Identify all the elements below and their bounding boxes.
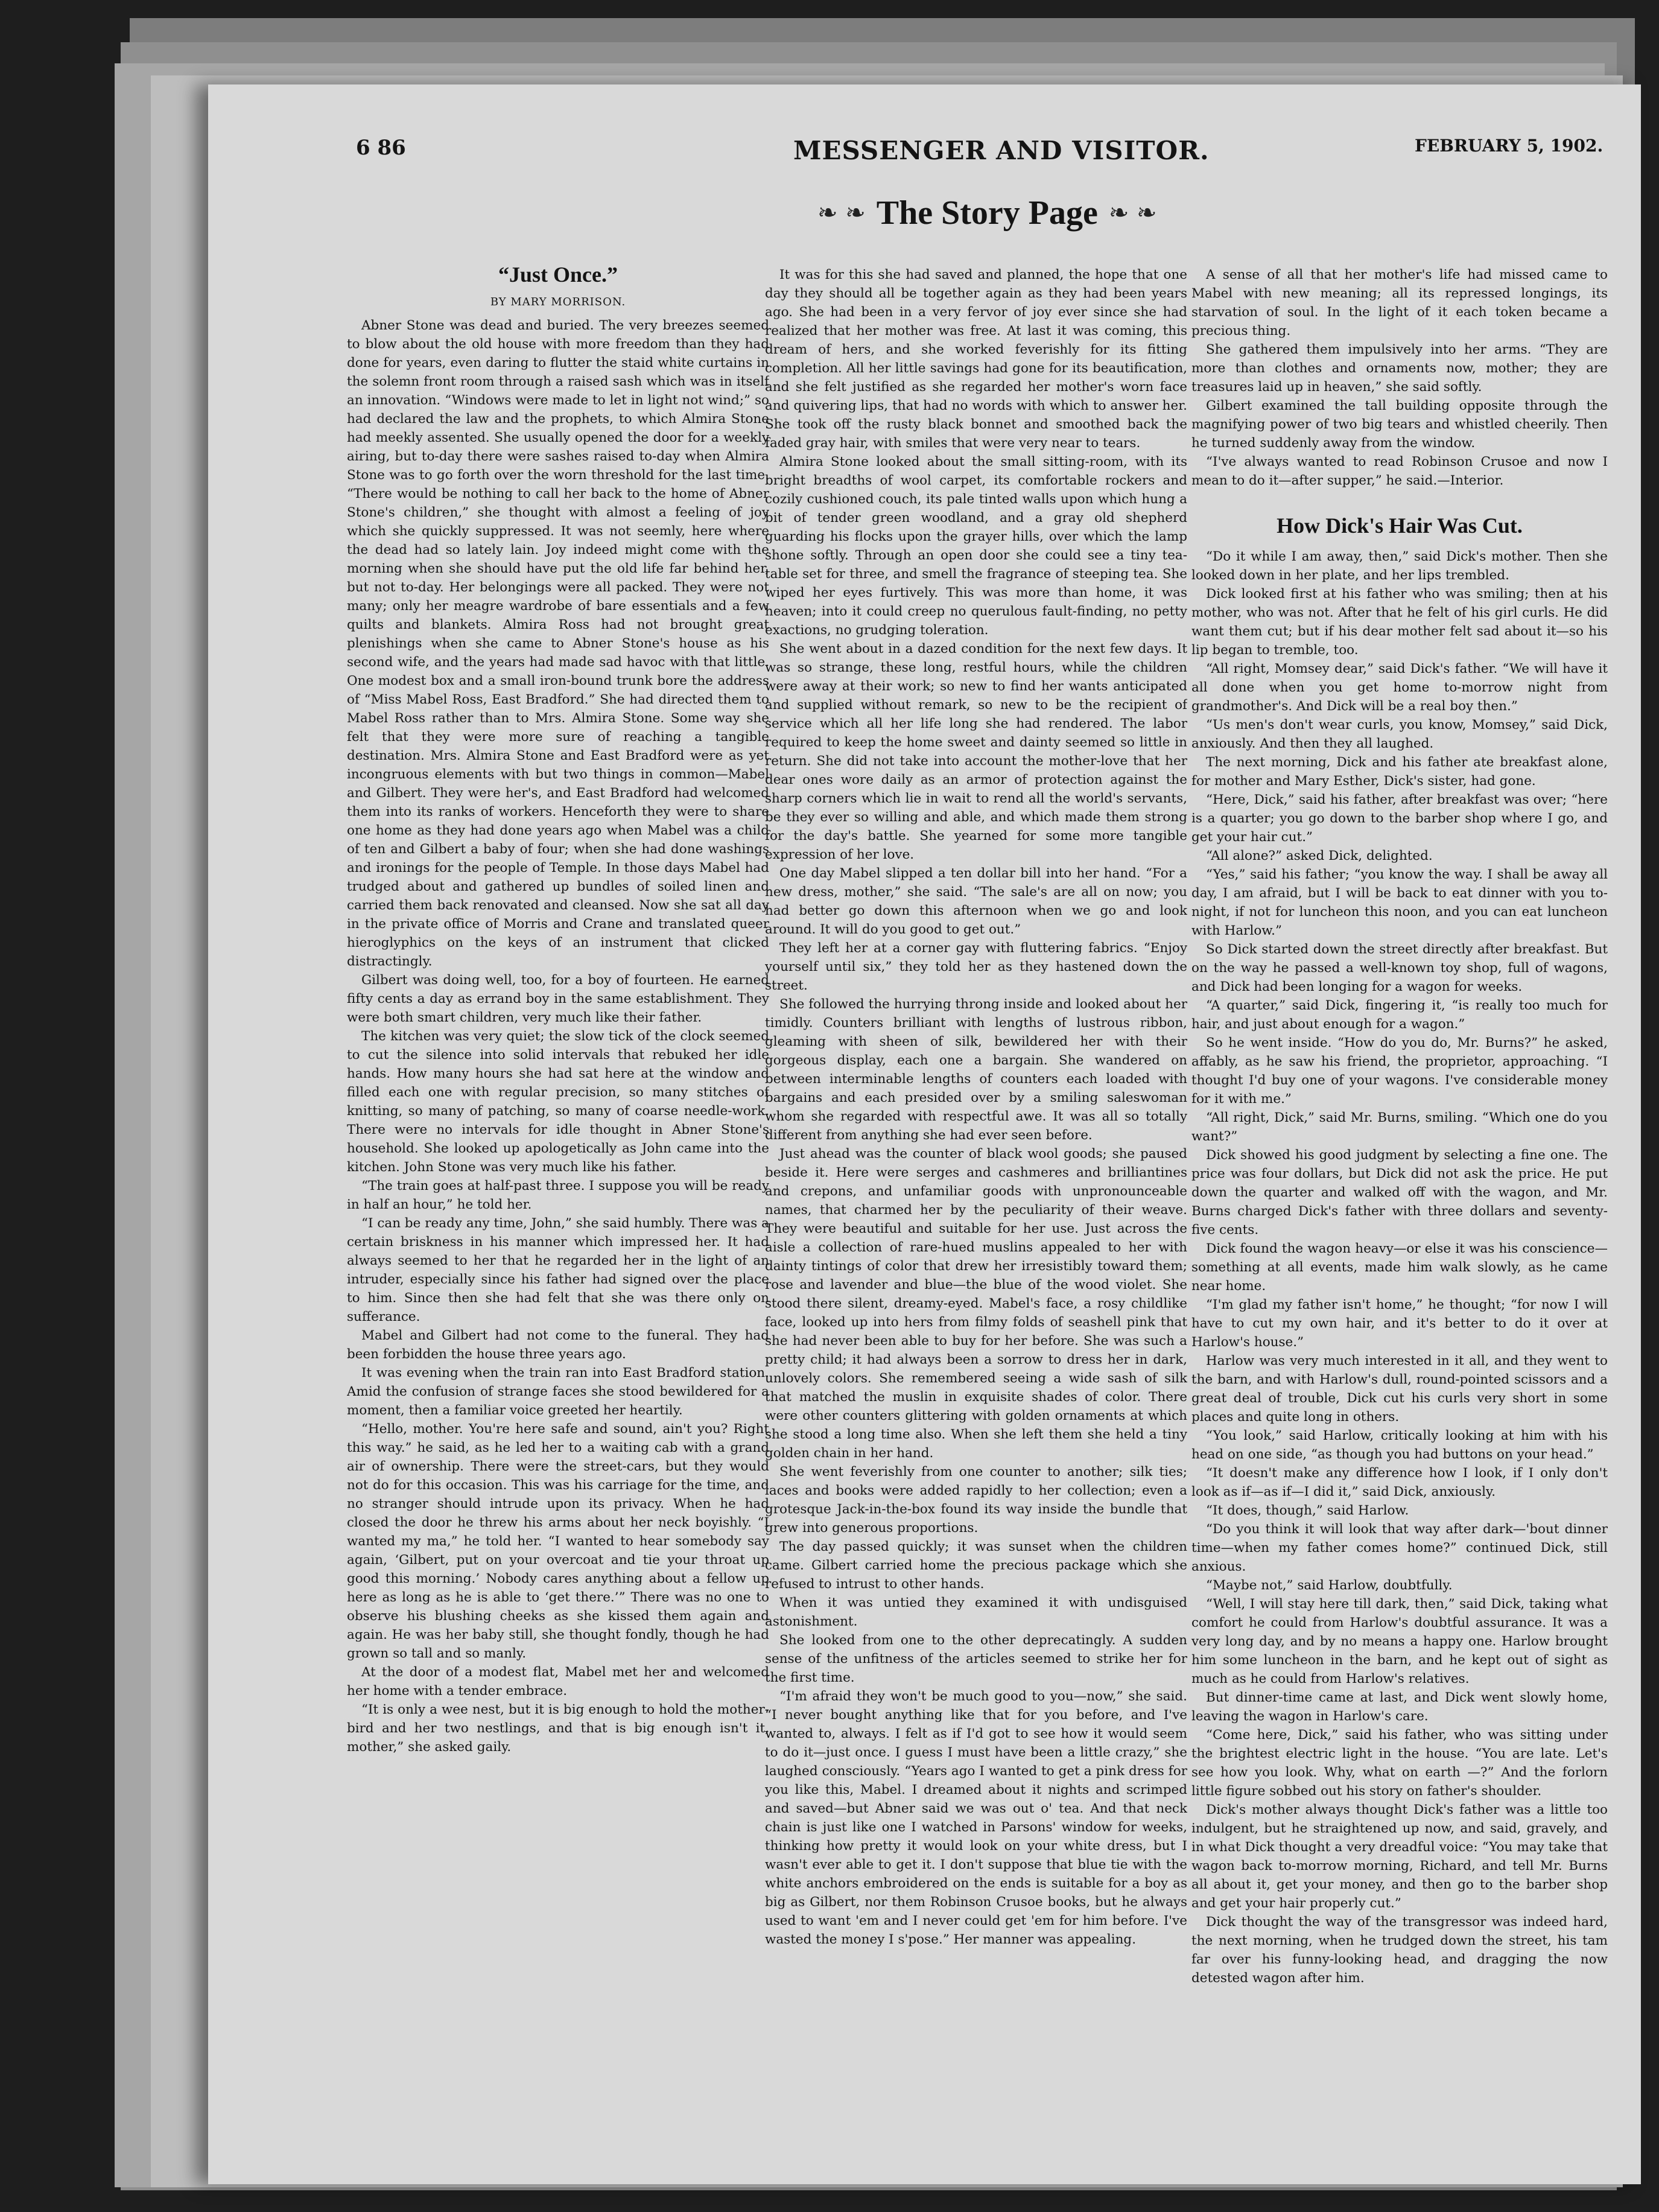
article-byline: BY MARY MORRISON. bbox=[490, 296, 626, 308]
paragraph: Gilbert was doing well, too, for a boy of fourteen. He earned fifty cents a day as errand boy in the same establishment. They were both smart children, very much like their father. bbox=[347, 973, 769, 1025]
paragraph: Mabel and Gilbert had not come to the funeral. They had been forbidden the house three years ago. bbox=[347, 1328, 769, 1362]
paragraph: “I can be ready any time, John,” she said humbly. There was a certain briskness in his manner which impressed her. It had always seemed to her that he regarded her in the light of an intruder, especially since his father had signed over the place to him. Since then she had felt that she was there only on sufferance. bbox=[347, 1216, 769, 1324]
paragraph: A sense of all that her mother's life had missed came to Mabel with new meaning; all its repressed longings, its starvation of soul. In the light of it each token became a precious thing. bbox=[1191, 267, 1608, 338]
paragraph: But dinner-time came at last, and Dick went slowly home, leaving the wagon in Harlow's care. bbox=[1191, 1690, 1608, 1724]
issue-date: FEBRUARY 5, 1902. bbox=[1415, 136, 1603, 156]
article-title: How Dick's Hair Was Cut. bbox=[1277, 513, 1523, 538]
column-2 bbox=[765, 265, 1187, 2112]
paragraph: “Come here, Dick,” said his father, who was sitting under the brightest electric light in the house. “You are late. Let's see how you look. Why, what on earth —?” And the forlorn little figure sobbed out his story on father's shoulder. bbox=[1191, 1727, 1608, 1799]
paragraph: “It does, though,” said Harlow. bbox=[1206, 1503, 1409, 1518]
paragraph: “Well, I will stay here till dark, then,” said Dick, taking what comfort he could from Harlow's doubtful assurance. It was a very long day, and by no means a happy one. Harlow brought him some luncheon in the barn, and he kept out of sight as much as he could from Harlow's relatives. bbox=[1191, 1597, 1608, 1686]
paragraph: It was for this she had saved and planned, the hope that one day they should all be together again as they had been years ago. She had been in a very fervor of joy ever since she had realized that her mother was free. At last it was coming, this dream of hers, and she worked feverishly for its fitting completion. All her little savings had gone for its beautification, and she felt justified as she regarded her mother's worn face and quivering lips, that had no words with which to answer her. She took off the rusty black bonnet and smoothed back the faded gray hair, with smiles that were very near to tears. bbox=[765, 267, 1187, 451]
paragraph: “All right, Momsey dear,” said Dick's father. “We will have it all done when you get home to-morrow night from grandmother's. And Dick will be a real boy then.” bbox=[1191, 661, 1608, 714]
paragraph: So he went inside. “How do you do, Mr. Burns?” he asked, affably, as he saw his friend, the proprietor, approaching. “I thought I'd buy one of your wagons. I've considerable money for it with me.” bbox=[1191, 1035, 1608, 1107]
paragraph: Harlow was very much interested in it all, and they went to the barn, and with Harlow's dull, round-pointed scissors and a great deal of trouble, Dick cut his curls very short in some places and quite long in others. bbox=[1191, 1353, 1608, 1425]
column-1 bbox=[347, 265, 769, 2112]
paragraph: The next morning, Dick and his father ate breakfast alone, for mother and Mary Esther, Dick's sister, had gone. bbox=[1191, 755, 1608, 789]
paragraph: They left her at a corner gay with fluttering fabrics. “Enjoy yourself until six,” they told her as they hastened down the street. bbox=[765, 941, 1187, 993]
paragraph: Abner Stone was dead and buried. The very breezes seemed to blow about the old house with more freedom than they had done for years, even daring to flutter the staid white curtains in the solemn front room through a raised sash which was in itself an innovation. “Windows were made to let in light not wind;” so had declared the law and the prophets, to which Almira Stone had meekly assented. She usually opened the door for a weekly airing, but to-day there were sashes raised to-day when Almira Stone was to go forth over the worn threshold for the last time. “There would be nothing to call her back to the home of Abner Stone's children,” she thought with almost a feeling of joy which she quickly suppressed. It was not seemly, here where the dead had so lately lain. Joy indeed might come with the morning when she should have put the old life far behind her, but not to-day. Her belongings were all packed. They were not many; only her meagre wardrobe of bare essentials and a few quilts and blankets. Almira Ross had not brought great plenishings when she came to Abner Stone's house as his second wife, and the years had made sad havoc with that little. One modest box and a small iron-bound trunk bore the address of “Miss Mabel Ross, East Bradford.” She had directed them to Mabel Ross rather than to Mrs. Almira Stone. Some way she felt that they were more sure of reaching a tangible destination. Mrs. Almira Stone and East Bradford were as yet incongruous elements with but two things in common—Mabel and Gilbert. They were her's, and East Bradford had welcomed them into its ranks of workers. Henceforth they were to share one home as they had done years ago when Mabel was a child of ten and Gilbert a baby of four; when she had done washings and ironings for the people of Temple. In those days Mabel had trudged about and gathered up bundles of soiled linen and carried them back renovated and cleansed. Now she sat all day in the private office of Morris and Crane and translated queer hieroglyphics on the keys of an instrument that clicked distractingly. bbox=[347, 318, 769, 969]
paragraph: “The train goes at half-past three. I suppose you will be ready in half an hour,” he told her. bbox=[347, 1178, 769, 1212]
paragraph: “I'm afraid they won't be much good to you—now,” she said. “I never bought anything like that for you before, and I've wanted to, always. I felt as if I'd got to see how it would seem to do it—just once. I guess I must have been a little crazy,” she laughed consciously. “Years ago I wanted to get a pink dress for you like this, Mabel. I dreamed about it nights and scrimped and saved—but Abner said we was out o' tea. And that neck chain is just like one I watched in Parsons' window for weeks, thinking how pretty it would look on your white dress, but I wasn't ever able to get it. I don't suppose that blue tie with the white anchors embroidered on the ends is suitable for a boy as big as Gilbert, nor them Robinson Crusoe books, but he always used to want 'em and I never could get 'em for him before. I've wasted the money I s'pose.” Her manner was appealing. bbox=[765, 1689, 1187, 1947]
paragraph: “Do it while I am away, then,” said Dick's mother. Then she looked down in her plate, and her lips trembled. bbox=[1191, 549, 1608, 583]
masthead: MESSENGER AND VISITOR. bbox=[793, 136, 1210, 165]
paragraph: “It doesn't make any difference how I look, if I only don't look as if—as if—I did it,” said Dick, anxiously. bbox=[1191, 1466, 1608, 1499]
paragraph: She looked from one to the other deprecatingly. A sudden sense of the unfitness of the articles seemed to strike her for the first time. bbox=[765, 1633, 1187, 1685]
paragraph: “Maybe not,” said Harlow, doubtfully. bbox=[1206, 1578, 1453, 1593]
paragraph: “A quarter,” said Dick, fingering it, “is really too much for hair, and just about enough for a wagon.” bbox=[1191, 998, 1608, 1032]
paragraph: So Dick started down the street directly after breakfast. But on the way he passed a well-known toy shop, full of wagons, and Dick had been longing for a wagon for weeks. bbox=[1191, 942, 1608, 994]
paragraph: Just ahead was the counter of black wool goods; she paused beside it. Here were serges and cashmeres and brilliantines and crepons, and unfamiliar goods with unpronounceable names, that charmed her by the peculiarity of their weave. They were beautiful and suitable for her use. Just across the aisle a collection of rare-hued muslins appealed to her with dainty tintings of color that drew her irresistibly toward them; rose and lavender and blue—the blue of the wood violet. She stood there silent, dreamy-eyed. Mabel's face, a rosy childlike face, looked up into hers from filmy folds of seashell pink that she had never been able to buy for her before. She was such a pretty child; it had always been a sorrow to dress her in dark, unlovely colors. She remembered seeing a wide sash of silk that matched the muslin in exquisite shades of color. There were other counters glittering with golden ornaments at which she stood a long time also. When she left them she held a tiny golden chain in her hand. bbox=[765, 1146, 1187, 1461]
paragraph: “Yes,” said his father; “you know the way. I shall be away all day, I am afraid, but I will be back to eat dinner with you to-night, if not for luncheon this noon, and you can eat luncheon with Harlow.” bbox=[1191, 867, 1608, 938]
column-3 bbox=[1191, 265, 1608, 2112]
section-banner bbox=[817, 192, 1157, 234]
ornament-right-icon: ❧ ❧ bbox=[1108, 199, 1157, 227]
paragraph: “I've always wanted to read Robinson Crusoe and now I mean to do it—after supper,” he said.—Interior. bbox=[1191, 454, 1608, 488]
paragraph: “All right, Dick,” said Mr. Burns, smiling. “Which one do you want?” bbox=[1191, 1110, 1608, 1144]
paragraph: “Do you think it will look that way after dark—'bout dinner time—when my father comes home?” continued Dick, still anxious. bbox=[1191, 1522, 1608, 1574]
section-title: The Story Page bbox=[876, 194, 1098, 232]
paragraph: Dick's mother always thought Dick's father was a little too indulgent, but he straightened up now, and said, gravely, and in what Dick thought a very dreadful voice: “You may take that wagon back to-morrow morning, Richard, and tell Mr. Burns all about it, get your money, and then go to the barber shop and get your hair properly cut.” bbox=[1191, 1802, 1608, 1911]
paragraph: “Us men's don't wear curls, you know, Momsey,” said Dick, anxiously. And then they all laughed. bbox=[1191, 717, 1608, 751]
ornament-left-icon: ❧ ❧ bbox=[817, 199, 866, 227]
paragraph: The day passed quickly; it was sunset when the children came. Gilbert carried home the precious package which she refused to intrust to other hands. bbox=[765, 1539, 1187, 1592]
paragraph: “Here, Dick,” said his father, after breakfast was over; “here is a quarter; you go down to the barber shop where I go, and get your hair cut.” bbox=[1191, 792, 1608, 845]
page-number: 6 86 bbox=[356, 136, 406, 160]
paragraph: “You look,” said Harlow, critically looking at him with his head on one side, “as though you had buttons on your head.” bbox=[1191, 1428, 1608, 1462]
paragraph: Dick showed his good judgment by selecting a fine one. The price was four dollars, but Dick did not ask the price. He put down the quarter and walked off with the wagon, and Mr. Burns charged Dick's father with three dollars and seventy-five cents. bbox=[1191, 1148, 1608, 1238]
paragraph: Almira Stone looked about the small sitting-room, with its bright breadths of wool carpet, its comfortable rockers and cozily cushioned couch, its pale tinted walls upon which hung a bit of tender green woodland, and a gray old shepherd guarding his flocks upon the grayer hills, over which the lamp shone softly. Through an open door she could see a tiny tea-table set for three, and smell the fragrance of steeping tea. She wiped her eyes furtively. This was more than home, it was heaven; into it could creep no querulous fault-finding, no petty exactions, no grudging toleration. bbox=[765, 454, 1187, 638]
paragraph: Gilbert examined the tall building opposite through the magnifying power of two big tears and whistled cheerily. Then he turned suddenly away from the window. bbox=[1191, 398, 1608, 451]
paragraph: She followed the hurrying throng inside and looked about her timidly. Counters brilliant with lengths of lustrous ribbon, gleaming with sheen of silk, bewildered her with their gorgeous display, each one a bargain. She wandered on between interminable lengths of counters each loaded with bargains and each presided over by a smiling saleswoman whom she regarded with respectful awe. It was all so totally different from anything she had ever seen before. bbox=[765, 997, 1187, 1143]
paragraph: She gathered them impulsively into her arms. “They are more than clothes and ornaments now, mother; they are treasures laid up in heaven,” she said softly. bbox=[1191, 342, 1608, 395]
page-header bbox=[208, 136, 1641, 172]
paragraph: At the door of a modest flat, Mabel met her and welcomed her home with a tender embrace. bbox=[347, 1665, 769, 1699]
paragraph: Dick looked first at his father who was smiling; then at his mother, who was not. After that he felt of his girl curls. He did want them cut; but if his dear mother felt sad about it—so his lip began to tremble, too. bbox=[1191, 586, 1608, 658]
paragraph: The kitchen was very quiet; the slow tick of the clock seemed to cut the silence into solid intervals that rebuked her idle hands. How many hours she had sat here at the window and filled each one with regular precision, so many stitches of knitting, so many of patching, so many of coarse needle-work. There were no intervals for idle thought in Abner Stone's household. She looked up apologetically as John came into the kitchen. John Stone was very much like his father. bbox=[347, 1029, 769, 1175]
paragraph: “I'm glad my father isn't home,” he thought; “for now I will have to cut my own hair, and it's better to do it over at Harlow's house.” bbox=[1191, 1297, 1608, 1350]
paragraph: Dick found the wagon heavy—or else it was his conscience—something at all events, made him walk slowly, as he came near home. bbox=[1191, 1241, 1608, 1294]
paragraph: “Hello, mother. You're here safe and sound, ain't you? Right this way.” he said, as he led her to a waiting cab with a grand air of ownership. There were the street-cars, but they would not do for this occasion. This was his carriage for the time, and no stranger should intrude upon its privacy. When he had closed the door he threw his arms about her neck boyishly. “I wanted my ma,” he told her. “I wanted to hear somebody say again, ‘Gilbert, put on your overcoat and tie your throat up good this morning.’ Nobody cares anything about a fellow up here as long as he is able to ‘get there.’” There was no one to observe his blushing cheeks as she kissed them again and again. He was her baby still, she thought fondly, though he had grown so tall and so manly. bbox=[347, 1422, 769, 1661]
paragraph: She went about in a dazed condition for the next few days. It was so strange, these long, restful hours, while the children were away at their work; so new to find her wants anticipated and supplied without remark, so new to be the recipient of service which all her life long she had rendered. The labor required to keep the home sweet and dainty seemed so little in return. She did not take into account the mother-love that her dear ones wore daily as an armor of protection against the sharp corners which lie in wait to rend all the world's servants, be they ever so willing and able, and which made them strong for the day's battle. She yearned for some more tangible expression of her love. bbox=[765, 641, 1187, 862]
paragraph: “It is only a wee nest, but it is big enough to hold the mother-bird and her two nestlings, and that is big enough isn't it, mother,” she asked gaily. bbox=[347, 1702, 769, 1755]
paragraph: When it was untied they examined it with undisguised astonishment. bbox=[765, 1595, 1187, 1629]
article-title: “Just Once.” bbox=[498, 265, 618, 287]
paragraph: “All alone?” asked Dick, delighted. bbox=[1206, 848, 1433, 863]
paragraph: Dick thought the way of the transgressor was indeed hard, the next morning, when he trudged down the street, his tam far over his funny-looking head, and dragging the now detested wagon after him. bbox=[1191, 1915, 1608, 1986]
paragraph: One day Mabel slipped a ten dollar bill into her hand. “For a new dress, mother,” she said. “The sale's are all on now; you had better go down this afternoon when we go and look around. It will do you good to get out.” bbox=[765, 866, 1187, 937]
paragraph: She went feverishly from one counter to another; silk ties; laces and books were added rapidly to her collection; even a grotesque Jack-in-the-box found its way inside the bundle that grew into generous proportions. bbox=[765, 1464, 1187, 1536]
paragraph: It was evening when the train ran into East Bradford station. Amid the confusion of strange faces she stood bewildered for a moment, then a familiar voice greeted her heartily. bbox=[347, 1365, 769, 1418]
